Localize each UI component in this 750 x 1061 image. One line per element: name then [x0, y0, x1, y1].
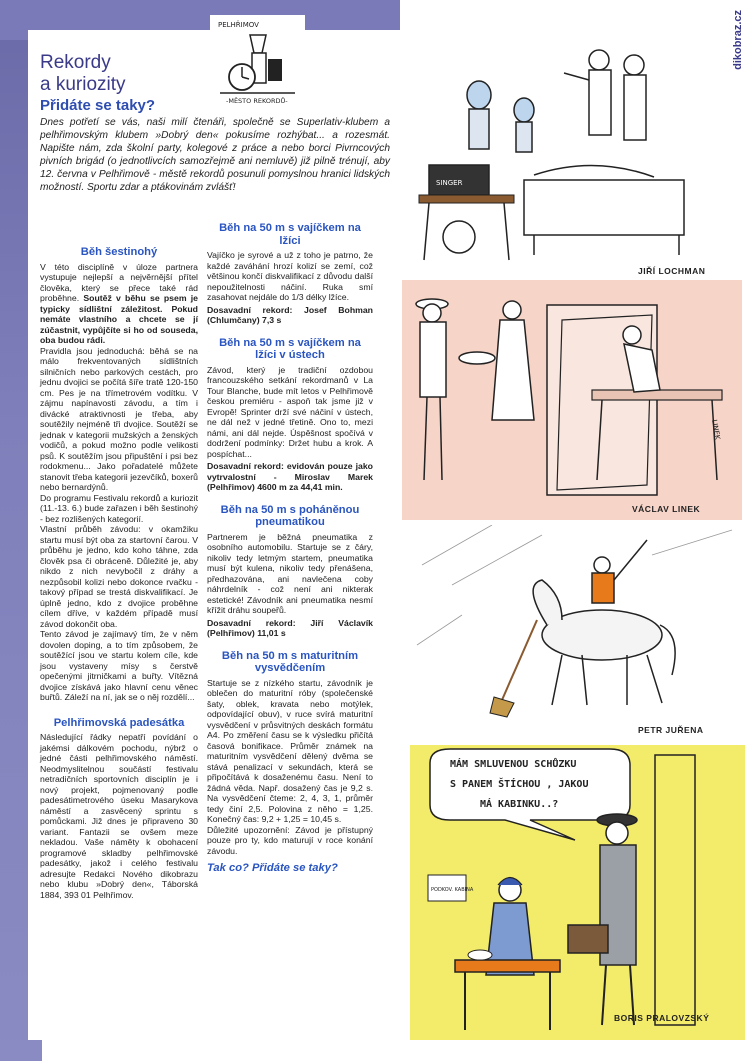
- sestinohy-paragraph-3: Do programu Festivalu rekordů a kuriozit (11.-13. 6.) bude zařazen i běh šestinohý - bez rozlišených kategorií.: [40, 492, 198, 524]
- singer-label: SINGER: [436, 179, 463, 187]
- credit-jurena: PETR JUŘENA: [638, 725, 704, 735]
- bubble-line-2: S PANEM ŠTÍCHOU , JAKOU: [450, 779, 589, 790]
- cartoon-linek: [402, 280, 742, 520]
- bubble-line-3: MÁ KABINKU..?: [480, 799, 559, 810]
- padesatka-paragraph: Následující řádky nepatří povídání o jakémsi dálkovém pochodu, nýbrž o jedné části pelhřimovského náměstí. Neodmyslitelnou součástí festivalu netradičních sportovních disciplín je i nový projekt, pojmenovaný podle padesátimetrového úseku Masarykova náměstí a zasvěcený sprintu s pomůckami. Již dnes je připraveno 30 variant. Fantazii se ovšem meze nekladou. Vaše náměty k obohacení programové skladby pelhřimovské padesátky, jakož i celého festivalu adresujte Redakci Nového dikobrazu nebo klubu »Dobrý den«, Táborská 1884, 393 01 Pelhřimov.: [40, 732, 198, 900]
- pelhrimov-logo: [210, 15, 305, 110]
- cabin-sign: PODKOV. KABINA: [431, 887, 474, 893]
- vajicko-paragraph: Vajíčko je syrové a už z toho je patrno, že každé zaváhání hrozí kolizí se zemí, což většinou končí diskvalifikací z důvodu další nepoužitelnosti náčiní. Ruka smí zasahovat nejdále do 1/3 délky lžíce.: [207, 250, 373, 302]
- pneumatika-paragraph: Partnerem je běžná pneumatika z osobního automobilu. Startuje se z čáry, nikoliv tedy letmým startem, pneumatika musí být kulena, nikoliv tedy přenášena, předhazována, ani navlečena coby náhrdelník - což není ani nikterak estetické! Závodník ani pneumatika nesmí křížit dráhu soupeřů.: [207, 531, 373, 615]
- vajicko-record: Dosavadní rekord: Josef Bohman (Chlumčany) 7,3 s: [207, 304, 373, 325]
- section-title-sestinohy: Běh šestinohý: [80, 246, 158, 258]
- section-title-vajicko-usta: Běh na 50 m s vajíčkem na lžíci v ústech: [219, 336, 361, 361]
- bubble-line-1: MÁM SMLUVENOU SCHŮZKU: [450, 759, 577, 770]
- section-title-vajicko: Běh na 50 m s vajíčkem na lžíci: [219, 222, 361, 247]
- vajicko-usta-paragraph: Závod, který je tradiční ozdobou francouzského setkání rekordmanů v La Tour Blanche, bude mít letos v Pelhřimově českou premiéru - aspoň tak jsme již v Evropě! Sprinter drží své náčiní v ústech, ne dál než v jedné třetině. Ono to, mezi námi, ani dál nejde. Úspěšnost spočívá v dodržení podmínky: Držet hubu a krok. A pospíchat...: [207, 364, 373, 459]
- section-title-padesatka: Pelhřimovská padesátka: [53, 716, 185, 729]
- sestinohy-paragraph-4: Vlastní průběh závodu: v okamžiku startu musí být oba za startovní čarou. V průběhu je jedno, kdo koho táhne, zda člověk psa či obráceně. Důležité je, aby nikdo z nich nevybočil z dráhy a nezpůsobil kolizi nebo dokonce rvačku - takový případ se trestá diskvalifikací. Je úplně jedno, kdo z dvojice proběhne cílem dříve, v každém případě musí závod dokončit oba.: [40, 524, 198, 629]
- column-left: [40, 246, 198, 900]
- logo-subtitle: -MĚSTO REKORDŮ-: [226, 97, 288, 105]
- sestinohy-p1-bold: Soutěž v běhu se psem je typicky sídlištní záležitost. Pokud nemáte vlastního a chcete se jí zúčastnit, vypůjčíte si ho od souseda, oba budou rádi.: [40, 293, 198, 345]
- credit-lochman: JIŘÍ LOCHMAN: [638, 266, 706, 276]
- header-question: Přidáte se taky?: [40, 97, 156, 114]
- page-title: [40, 52, 210, 96]
- cartoon-lochman: [384, 15, 724, 275]
- closing-question: Tak co? Přidáte se taky?: [207, 862, 338, 874]
- intro-paragraph: Dnes potřetí se vás, naši milí čtenáři, společně se Superlativ-klubem a pelhřimovským klubem »Dobrý den« pokusíme rozhýbat... a rozesmát. Napište nám, zda školní party, kolegové z práce a nebo borci Pivrncových pivních brigád (o jednotlivcích samozřejmě ani nemluvě) již pilně trénují, aby 12. června v Pelhřimově - městě rekordů posunuli pomyslnou hranici lidských možností. Sportu zdar a ptákovinám zvlášť!: [40, 117, 390, 193]
- cartoon-jurena: [402, 525, 742, 725]
- title-line-1: Rekordy: [40, 52, 111, 73]
- maturita-paragraph-1: Startuje se z nízkého startu, závodník je oblečen do maturitní róby (společenské šaty, oblek, kravata nebo motýlek, odpovídající obuv), v ruce svírá maturitní vysvědčení v průsvitných deskách formátu A4. Po změření času se k výsledku přičítá časová bonifikace. Průměr známek na maturitním vysvědčení dělený dvěma se stává penalizací v sekundách, která se připočítává k dosaženému času. Není to žádná věda. Např. dosažený čas je 9,2 s. Na vysvědčení čteme: 2, 4, 3, 1, průměr tedy činí 2,5. Polovina z něho = 1,25. Konečný čas: 9,2 + 1,25 = 10,45 s.: [207, 677, 373, 824]
- watermark: dikobraz.cz: [732, 10, 744, 70]
- logo-text: PELHŘIMOV: [218, 21, 259, 29]
- sestinohy-paragraph-2: Pravidla jsou jednoduchá: běhá se na málo frekventovaných sídlištních silničních nebo parkových cestách, pro jednu dvojici se počítá šíře tratě 120-150 cm. Pes je na třímetrovém vodítku. V zájmu napínavosti závodu, a tím i divácké atraktivnosti je třeba, aby soutěžily nejméně tři dvojice. Soutěží se jednak v kategorii mužských a ženských vodičů, a pokud možno podle velikosti psů. K soutěžím jsou připuštění i psi bez rodokmenu... Jako pořadatelé můžete stanovit třeba kategorii jezevčíků, boxerů nebo bernardýnů.: [40, 345, 198, 492]
- sestinohy-p1-text: V této disciplíně v úloze partnera vystupuje nejlepší a nejvěrnější přítel člověka, který se přece také rád proběhne.: [40, 261, 198, 303]
- vajicko-usta-record: Dosavadní rekord: evidován pouze jako vytrvalostní - Miroslav Marek (Pelhřimov) 4600 m za 44,41 min.: [207, 461, 373, 492]
- credit-linek: VÁCLAV LINEK: [632, 504, 701, 514]
- title-line-2: a kuriozity: [40, 74, 126, 95]
- linek-signature: LINEK: [710, 418, 722, 441]
- section-title-maturita: Běh na 50 m s maturitním vysvědčením: [221, 649, 359, 674]
- pneumatika-record: Dosavadní rekord: Jiří Václavík (Pelhřimov) 11,01 s: [207, 617, 373, 638]
- cartoon-pralovzsky: [410, 745, 745, 1040]
- sestinohy-paragraph-1: [40, 262, 198, 346]
- section-title-pneumatika: Běh na 50 m s poháněnou pneumatikou: [220, 503, 360, 528]
- maturita-paragraph-2: Důležité upozornění: Závod je přístupný pouze pro ty, kdo maturují v roce konání závodu.: [207, 824, 373, 856]
- credit-pralovzsky: BORIS PRALOVZSKÝ: [614, 1013, 710, 1023]
- column-middle: [207, 222, 373, 875]
- sestinohy-paragraph-5: Tento závod je zajímavý tím, že v něm dovolen doping, a to tím způsobem, že soutěžící jsou ve startu kolem cíle, kde jsou vystaveny mísy s čerstvě opečenými jitrničkami a buřty. Vítězná dvojice získává jako hlavní cenu věnec buřtů. Záleží na ní, jak se o něj rozdělí...: [40, 629, 198, 702]
